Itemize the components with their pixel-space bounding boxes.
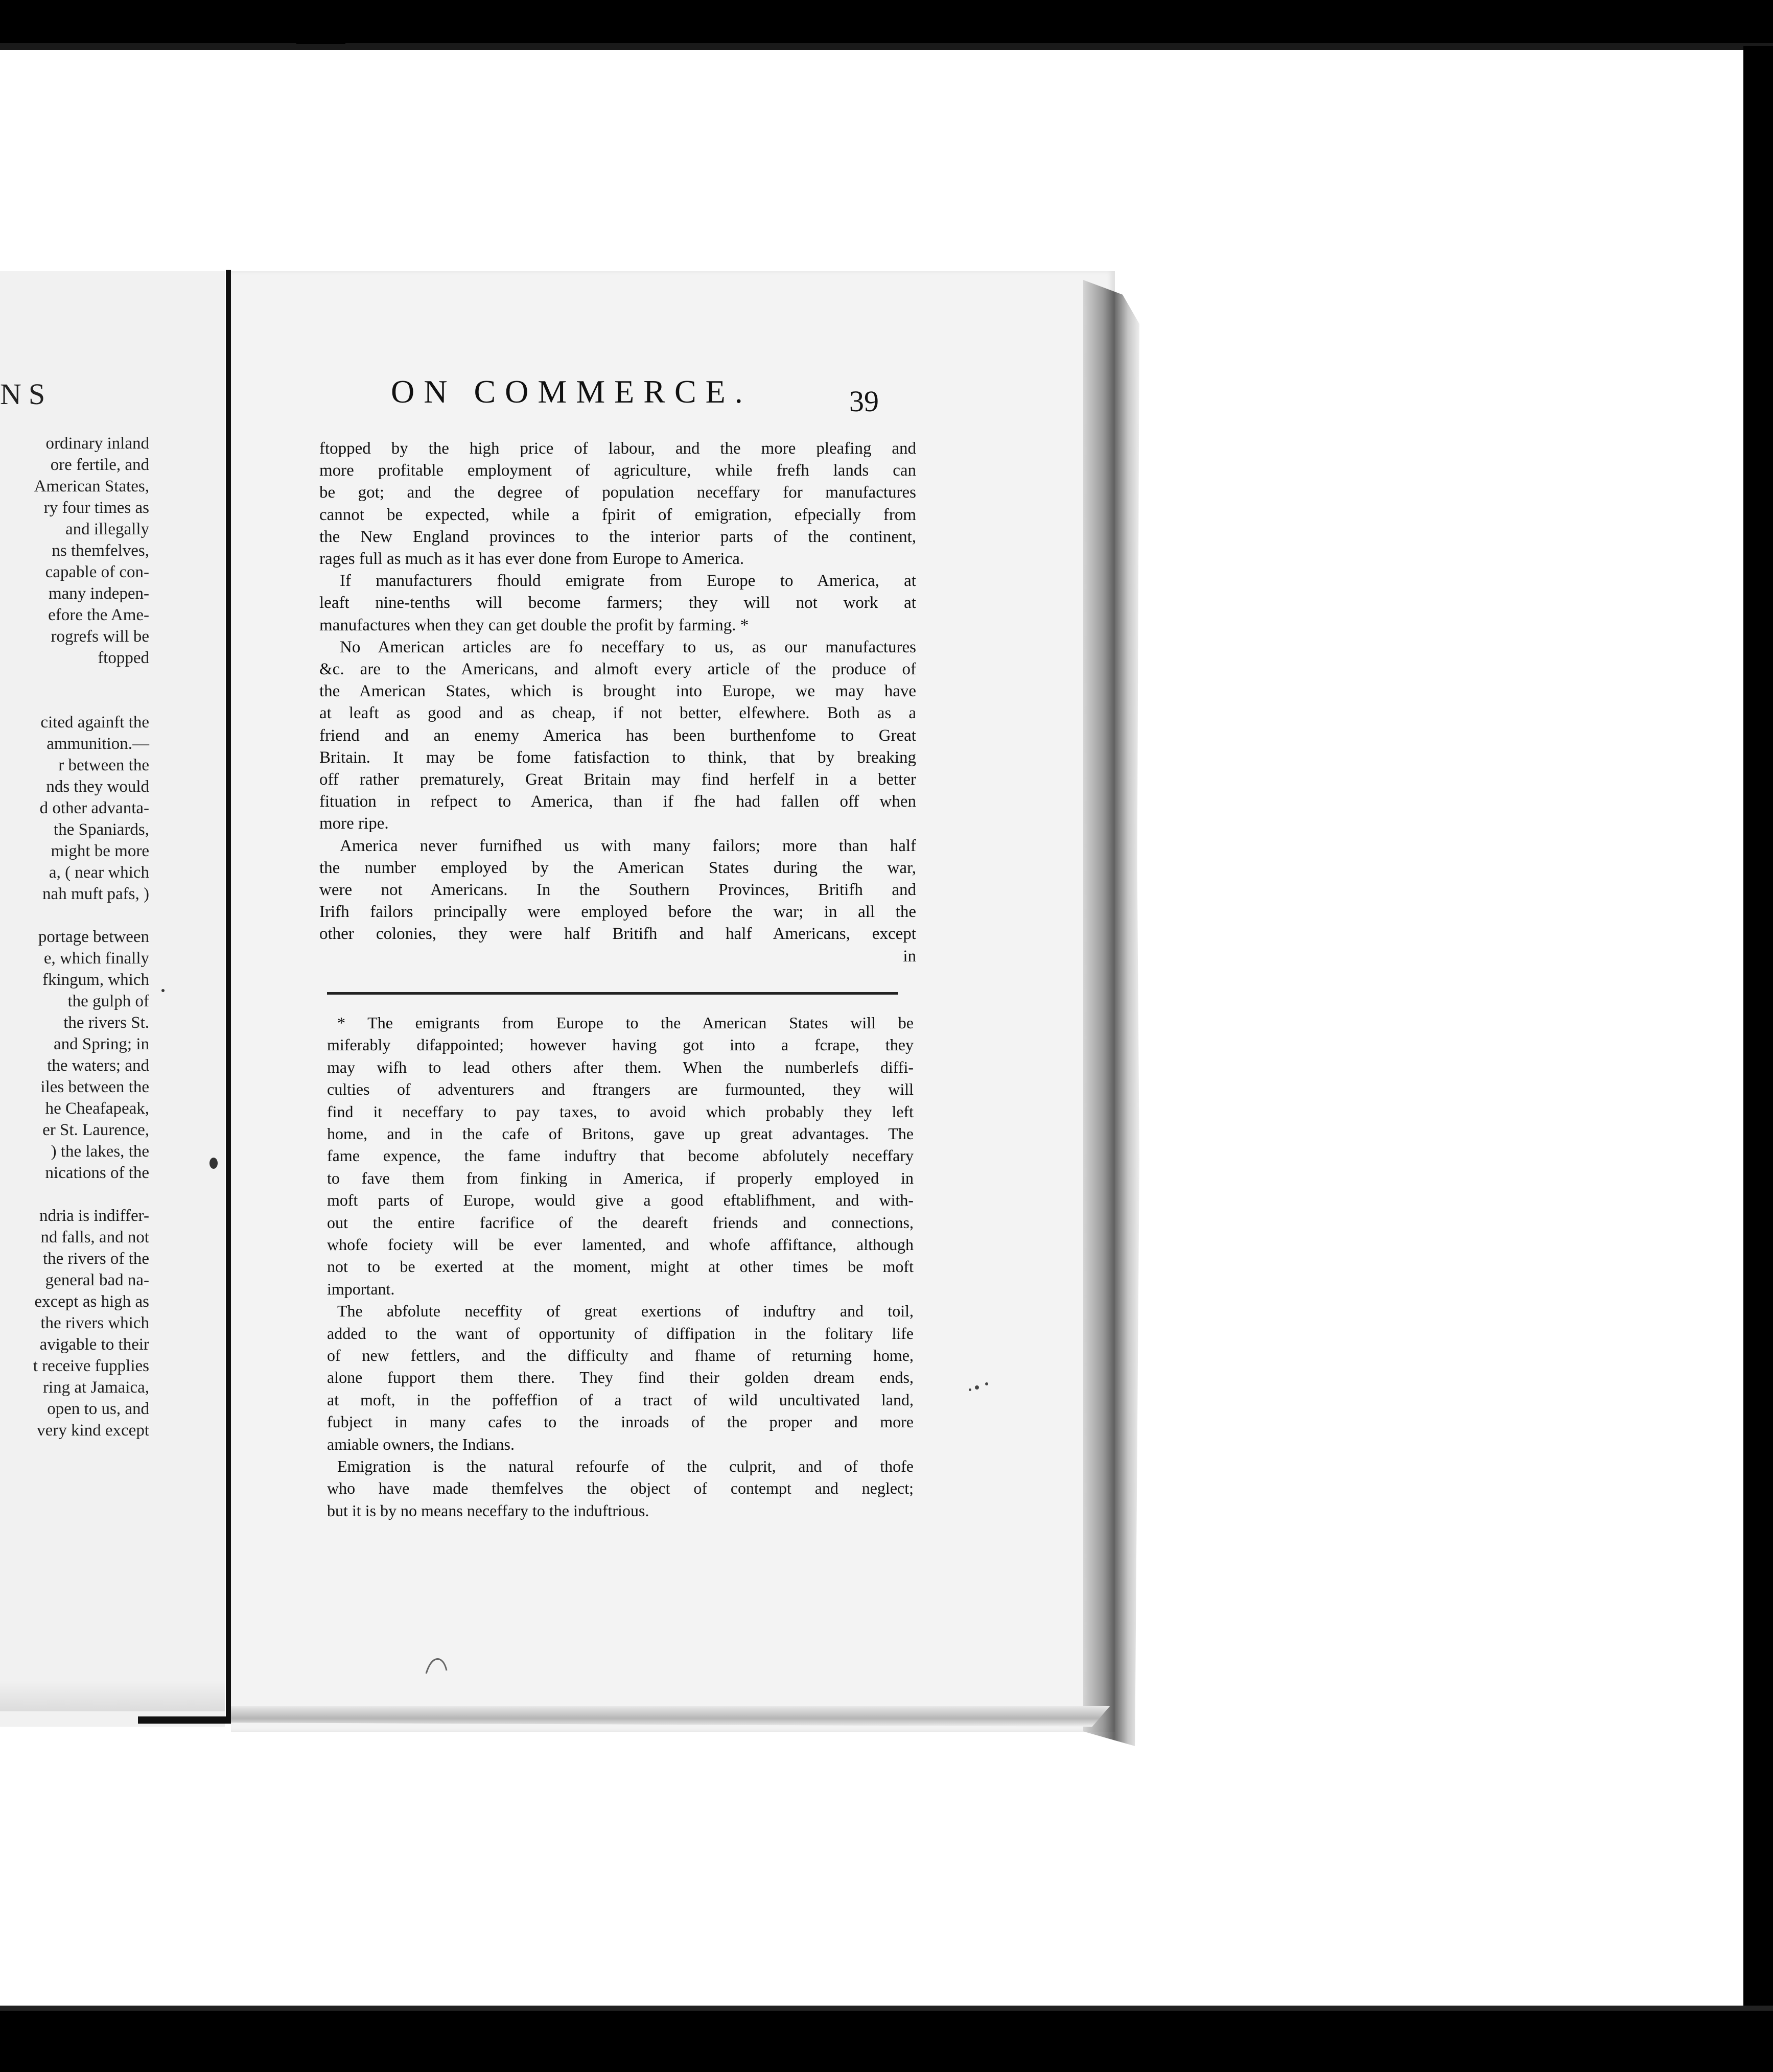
left-page-line: capable of con- (45, 563, 149, 581)
left-page-line: except as high as (34, 1292, 149, 1311)
footnote-line: out the entire facrifice of the deareft friends and connections, (327, 1213, 914, 1232)
left-page-line: ndria is indiffer- (39, 1207, 149, 1225)
left-page-line: very kind except (37, 1421, 149, 1440)
left-page-line: ) the lakes, the (51, 1142, 149, 1161)
footnote-line: miferably difappointed; however having got into a fcrape, they (327, 1035, 914, 1054)
footnote-line: to fave them from finking in America, if properly employed in (327, 1168, 914, 1187)
page-number: 39 (849, 385, 879, 418)
left-page-line: the waters; and (47, 1056, 149, 1075)
left-page-line: avigable to their (39, 1335, 149, 1354)
left-page-line: ring at Jamaica, (43, 1378, 149, 1397)
footnote-line: important. (327, 1279, 395, 1298)
body-line: be got; and the degree of population neceffary for manufactures (319, 483, 916, 502)
left-page-line: rogrefs will be (51, 627, 149, 646)
footnote-line: whofe fociety will be ever lamented, and whofe affiftance, although (327, 1235, 914, 1254)
left-page-line: nds they would (46, 778, 149, 796)
left-page-line: fkingum, which (42, 971, 149, 989)
paper-speck (975, 1385, 979, 1390)
footnote-line: may wifh to lead others after them. When the numberlefs diffi- (327, 1057, 914, 1076)
footnote-line: not to be exerted at the moment, might at other times be moft (327, 1257, 914, 1276)
left-page-ink-speck (161, 989, 165, 992)
footnote-line: alone fupport them there. They find their golden dream ends, (327, 1368, 914, 1387)
body-line: the American States, which is brought into Europe, we may have (319, 682, 916, 701)
body-line: the New England provinces to the interior parts of the continent, (319, 527, 916, 546)
footnote-line: fubject in many cafes to the inroads of the proper and more (327, 1412, 914, 1431)
body-line: cannot be expected, while a fpirit of emigration, efpecially from (319, 505, 916, 524)
footnote-line: who have made themfelves the object of contempt and neglect; (327, 1479, 914, 1498)
footnote-line: Emigration is the natural refourfe of the culprit, and of thofe (337, 1457, 914, 1475)
body-line: more profitable employment of agriculture, while frefh lands can (319, 461, 916, 480)
left-page-line: d other advanta- (39, 799, 149, 817)
footnote-line: amiable owners, the Indians. (327, 1434, 515, 1453)
left-page-line: nications of the (45, 1164, 149, 1182)
left-page-line: the rivers St. (63, 1014, 149, 1032)
left-page-line: ry four times as (43, 499, 149, 517)
footnote-line: moft parts of Europe, would give a good eftablifhment, and with- (327, 1191, 914, 1210)
body-line: ftopped by the high price of labour, and the more pleafing and (319, 439, 916, 458)
left-page-line: and Spring; in (54, 1035, 149, 1053)
bottom-film-border (0, 2011, 1773, 2072)
right-film-border (1743, 46, 1773, 2018)
body-line: Britain. It may be fome fatisfaction to think, that by breaking (319, 748, 916, 767)
footnote-line: culties of adventurers and ftrangers are furmounted, they will (327, 1080, 914, 1099)
left-page-line: open to us, and (47, 1400, 149, 1418)
left-page-bottom-shadow (0, 1681, 225, 1711)
body-line: manufactures when they can get double the profit by farming. * (319, 616, 749, 634)
left-page-line: the gulph of (67, 992, 149, 1010)
paper-speck (969, 1388, 971, 1391)
left-page-line: the rivers of the (42, 1250, 149, 1268)
body-line: more ripe. (319, 814, 389, 833)
body-line: America never furnifhed us with many failors; more than half (340, 836, 916, 855)
paper-speck (985, 1382, 988, 1385)
left-page-running-head: NS (0, 378, 53, 411)
left-page-line: er St. Laurence, (42, 1121, 149, 1139)
footnote-line: find it neceffary to pay taxes, to avoid which probably they left (327, 1102, 914, 1121)
body-line: leaft nine-tenths will become farmers; they will not work at (319, 594, 916, 613)
body-line: were not Americans. In the Southern Provinces, Britifh and (319, 881, 916, 899)
footnote-rule (327, 992, 898, 995)
body-line: other colonies, they were half Britifh and half Americans, except (319, 925, 916, 944)
footnote-line: home, and in the cafe of Britons, gave up great advantages. The (327, 1124, 914, 1143)
left-page-line: cited againft the (40, 713, 149, 732)
footnote-line: at moft, in the poffeffion of a tract of wild uncultivated land, (327, 1390, 914, 1409)
body-line: at leaft as good and as cheap, if not better, elfewhere. Both as a (319, 704, 916, 723)
footnote-line: fame expence, the fame induftry that become abfolutely neceffary (327, 1146, 914, 1165)
body-line: off rather prematurely, Great Britain may find herfelf in a better (319, 770, 916, 789)
body-line: fituation in refpect to America, than if fhe had fallen off when (319, 792, 916, 811)
running-head: ON COMMERCE. (391, 373, 752, 410)
left-page-line: ordinary inland (45, 434, 149, 453)
book-gutter-line (226, 270, 231, 1721)
body-line: the number employed by the American States during the war, (319, 858, 916, 877)
left-page-line: efore the Ame- (48, 606, 149, 624)
left-page-line: ns themfelves, (52, 541, 149, 560)
body-line: in (903, 947, 916, 966)
left-page-line: the rivers which (40, 1314, 149, 1332)
left-page-line: nah muft pafs, ) (42, 885, 149, 903)
left-page-line: he Cheafapeak, (45, 1099, 149, 1118)
left-page-line: the Spaniards, (54, 820, 149, 839)
footnote-line: added to the want of opportunity of diffipation in the folitary life (327, 1324, 914, 1343)
top-film-edge (0, 43, 1773, 50)
left-page-line: might be more (51, 842, 149, 860)
left-page-line: t receive fupplies (33, 1357, 149, 1375)
left-page-line: American States, (34, 477, 149, 496)
film-notch-mark (296, 27, 345, 44)
left-page-line: iles between the (40, 1078, 149, 1096)
left-page-line: e, which finally (43, 949, 149, 968)
left-page-line: portage between (38, 928, 149, 946)
body-line: Irifh failors principally were employed before the war; in all the (319, 903, 916, 922)
body-line: If manufacturers fhould emigrate from Europe to America, at (340, 572, 916, 591)
left-page-line: general bad na- (45, 1271, 149, 1289)
left-page-line: a, ( near which (49, 863, 149, 882)
footnote-line: * The emigrants from Europe to the American States will be (337, 1014, 914, 1032)
body-line: &c. are to the Americans, and almoft every article of the produce of (319, 660, 916, 678)
left-page-line: ammunition.— (46, 735, 149, 753)
left-page-ink-blot (209, 1158, 218, 1169)
bottom-film-edge (0, 2006, 1773, 2011)
paper-mark (424, 1655, 450, 1676)
footnote-line: but it is by no means neceffary to the induftrious. (327, 1501, 649, 1520)
footnote-line: of new fettlers, and the difficulty and fhame of returning home, (327, 1346, 914, 1364)
top-film-border (0, 0, 1773, 43)
body-line: No American articles are fo neceffary to us, as our manufactures (340, 638, 916, 656)
footnote-line: The abfolute neceffity of great exertions of induftry and toil, (337, 1302, 914, 1321)
page-fore-edge-shadow (1083, 280, 1139, 1746)
left-page-line: many indepen- (48, 584, 149, 603)
left-page-line: and illegally (65, 520, 149, 538)
left-page-line: r between the (58, 756, 149, 774)
left-page-line: nd falls, and not (40, 1228, 149, 1246)
body-line: rages full as much as it has ever done from Europe to America. (319, 550, 744, 568)
left-page-line: ftopped (98, 649, 149, 667)
left-page-line: ore fertile, and (50, 456, 149, 474)
body-line: friend and an enemy America has been burthenfome to Great (319, 726, 916, 745)
